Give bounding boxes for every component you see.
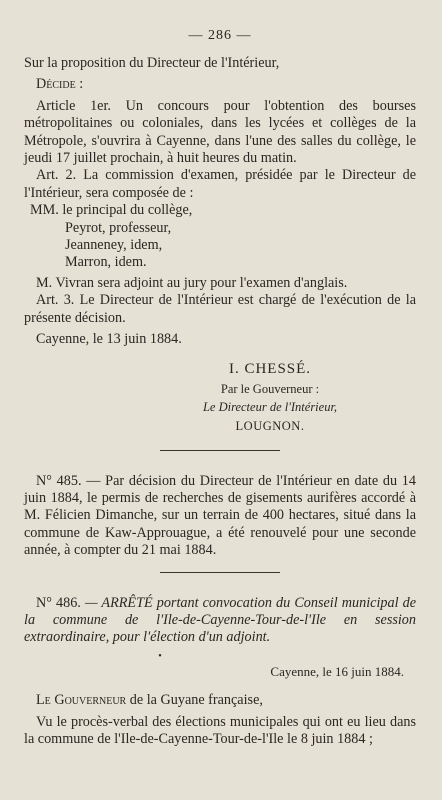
jury-line: M. Vivran sera adjoint au jury pour l'examen d'anglais. bbox=[36, 274, 348, 291]
page-number: — 286 — bbox=[188, 28, 252, 43]
member-marron: Marron, idem. bbox=[65, 254, 147, 271]
arrete-486 bbox=[24, 595, 416, 647]
signature-title: Le Directeur de l'Intérieur, bbox=[202, 399, 338, 414]
governor-rest: de la Guyane française, bbox=[129, 692, 263, 709]
article-1 bbox=[24, 98, 416, 168]
arrete-place-date: Cayenne, le 16 juin 1884. bbox=[270, 663, 404, 679]
signature-block bbox=[24, 361, 416, 434]
member-peyrot: Peyrot, professeur, bbox=[65, 219, 172, 236]
signature-signer: LOUGNON. bbox=[235, 418, 305, 433]
printer-dot: • bbox=[158, 650, 162, 662]
section-divider bbox=[160, 450, 280, 451]
article-3: Art. 3. Le Directeur de l'Intérieur est chargé de l'exécution de la présente décision. bbox=[24, 292, 416, 326]
signature-role: Par le Gouverneur : bbox=[220, 381, 320, 396]
arrete-486-text: — ARRÊTÉ portant convocation du Conseil municipal de la commune de l'Ile-de-Cayenne-Tour-de-l'Ile en session extraordinaire, pour l'élection d'un adjoint. bbox=[24, 594, 417, 646]
intro-line: Sur la proposition du Directeur de l'Intérieur, bbox=[24, 55, 280, 71]
article-2: Art. 2. La commission d'examen, présidée par le Directeur de l'Intérieur, sera composée de : bbox=[24, 167, 416, 201]
member-jeanneney: Jeanneney, idem, bbox=[65, 237, 163, 254]
arrete-486-number: N° 486. bbox=[36, 594, 81, 611]
article-1-lead: Article 1er. bbox=[36, 97, 111, 114]
decide-heading: Décide : bbox=[36, 76, 84, 93]
governor-lead: Le Gouverneur bbox=[36, 692, 127, 709]
signature-name: I. CHESSÉ. bbox=[228, 360, 312, 377]
place-date: Cayenne, le 13 juin 1884. bbox=[36, 331, 182, 348]
member-principal: MM. le principal du collège, bbox=[30, 202, 193, 219]
decision-485 bbox=[24, 473, 416, 560]
section-divider bbox=[160, 572, 280, 573]
governor-line bbox=[24, 692, 416, 709]
decision-485-number: N° 485. bbox=[36, 472, 82, 489]
decision-485-text: — Par décision du Directeur de l'Intérieur en date du 14 juin 1884, le permis de recherches de gisements aurifères accordé à M. Félicien Dimanche, sur un terrain de 400 hectares, situé dans la commune de Kaw-Approuague, a été renouvelé pour une seconde année, à compter du 21 mai 1884. bbox=[24, 472, 416, 559]
vu-line: Vu le procès-verbal des élections municipales qui ont eu lieu dans la commune de l'Ile-de-Cayenne-Tour-de-l'Ile le 8 juin 1884 ; bbox=[24, 713, 416, 747]
article-1-text: Un concours pour l'obtention des bourses métropolitaines ou coloniales, dans les lycées et collèges de la Métropole, s'ouvrira à Cayenne, dans l'une des salles du collège, le jeudi 17 juillet prochain, à huit heures du matin. bbox=[24, 97, 416, 167]
